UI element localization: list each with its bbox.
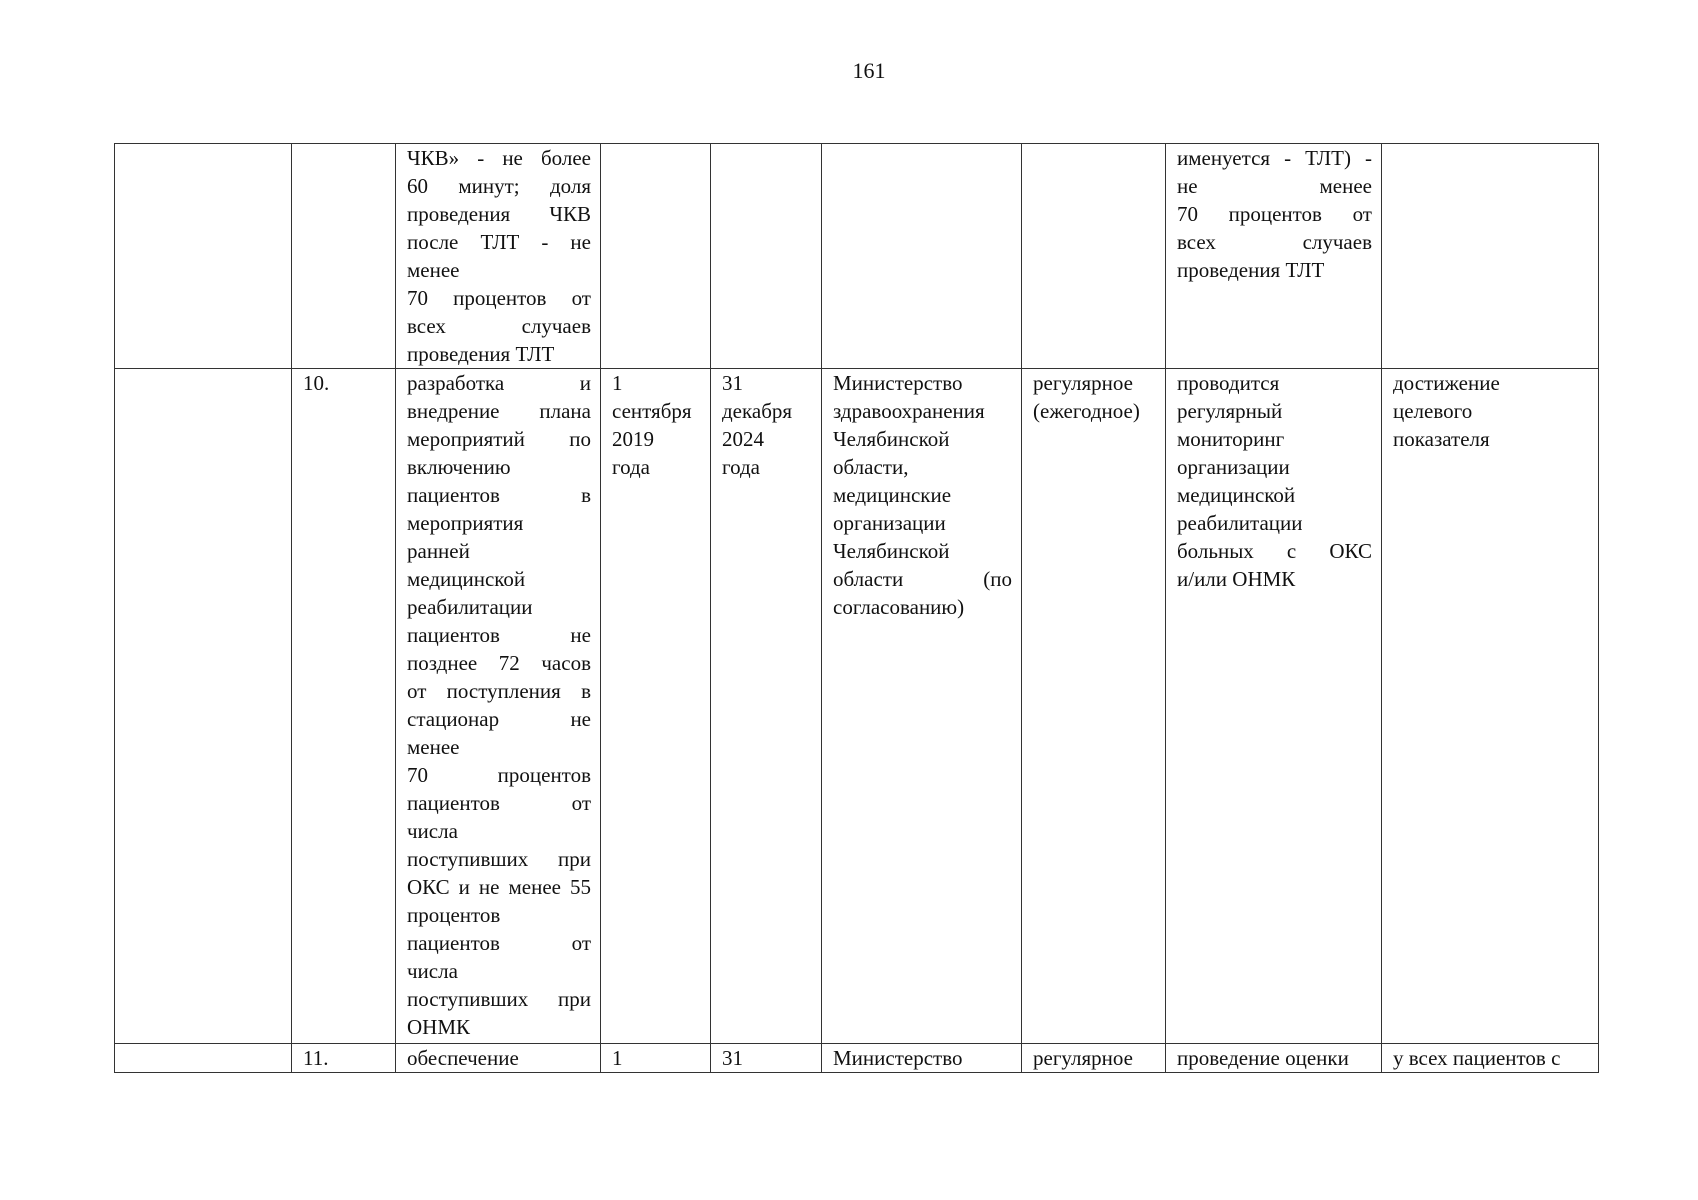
- characteristic-cell: [1166, 1044, 1382, 1073]
- cell-text-line: поступивших при: [407, 847, 591, 871]
- cell-text-line: 60 минут; доля: [407, 174, 591, 198]
- cell-text-line: мониторинг: [1177, 427, 1285, 451]
- cell-text-line: мероприятий по: [407, 427, 591, 451]
- cell-text-line: проведение оценки: [1177, 1046, 1349, 1070]
- cell-text-line: года: [612, 455, 650, 479]
- cell-text-line: Министерство: [833, 371, 963, 395]
- cell-text-line: включению: [407, 455, 511, 479]
- cell-text-line: 1: [612, 1046, 623, 1070]
- cell-text-line: медицинской: [1177, 483, 1296, 507]
- activity-cell: [396, 369, 601, 1044]
- cell-text-line: проведения ТЛТ: [407, 342, 555, 366]
- result-cell: [1382, 369, 1599, 1044]
- cell-text-line: числа: [407, 819, 458, 843]
- activity-cell: [396, 1044, 601, 1073]
- cell-text-line: реабилитации: [407, 595, 533, 619]
- cell-text-line: ОНМК: [407, 1015, 471, 1039]
- cell-text-line: медицинской: [407, 567, 526, 591]
- result-cell: [1382, 144, 1599, 369]
- start-date-cell: [601, 144, 711, 369]
- cell-text-line: числа: [407, 959, 458, 983]
- cell-text-line: не менее: [1177, 174, 1372, 198]
- characteristic-cell: [1166, 369, 1382, 1044]
- cell-text-line: у всех пациентов с: [1393, 1046, 1561, 1070]
- cell-text-line: ОКС и не менее 55: [407, 875, 591, 899]
- cell-text-line: Министерство: [833, 1046, 963, 1070]
- cell-text-line: согласованию): [833, 595, 965, 619]
- cell-text-line: 2019: [612, 427, 654, 451]
- start-date-cell: [601, 369, 711, 1044]
- end-date-cell: [711, 369, 822, 1044]
- cell-text-line: от поступления в: [407, 679, 591, 703]
- cell-text-line: целевого: [1393, 399, 1473, 423]
- cell-text-line: сентября: [612, 399, 692, 423]
- cell-text-line: больных с ОКС: [1177, 539, 1372, 563]
- cell-text-line: проведения ЧКВ: [407, 202, 591, 226]
- cell-text-line: здравоохранения: [833, 399, 985, 423]
- cell-text-line: пациентов от: [407, 791, 591, 815]
- cell-text-line: регулярный: [1177, 399, 1283, 423]
- cell-text-line: пациентов в: [407, 483, 591, 507]
- result-cell: [1382, 1044, 1599, 1073]
- activities-table: [114, 143, 1599, 1073]
- start-date-cell: [601, 1044, 711, 1073]
- cell-text-line: стационар не: [407, 707, 591, 731]
- empty-cell: [115, 144, 292, 369]
- cell-text-line: Челябинской: [833, 539, 950, 563]
- page-number: 161: [852, 58, 886, 83]
- cell-text-line: организации: [833, 511, 946, 535]
- type-cell: [1022, 369, 1166, 1044]
- cell-text-line: всех случаев: [407, 314, 591, 338]
- row-number-cell: [292, 144, 396, 369]
- end-date-cell: [711, 144, 822, 369]
- cell-text-line: Челябинской: [833, 427, 950, 451]
- cell-text-line: (ежегодное): [1033, 399, 1140, 423]
- cell-text-line: проводится: [1177, 371, 1280, 395]
- cell-text-line: 1: [612, 371, 623, 395]
- table-row: [115, 1044, 1599, 1073]
- table-row: [115, 369, 1599, 1044]
- end-date-cell: [711, 1044, 822, 1073]
- row-number-cell: 10.: [292, 369, 396, 1044]
- cell-text-line: регулярное: [1033, 1046, 1133, 1070]
- cell-text-line: достижение: [1393, 371, 1500, 395]
- cell-text-line: 70 процентов: [407, 763, 591, 787]
- cell-text-line: ЧКВ» - не более: [407, 146, 591, 170]
- cell-text-line: мероприятия: [407, 511, 524, 535]
- cell-text-line: ранней: [407, 539, 470, 563]
- cell-text-line: 31: [722, 1046, 743, 1070]
- cell-text-line: всех случаев: [1177, 230, 1372, 254]
- cell-text-line: области,: [833, 455, 909, 479]
- cell-text-line: 70 процентов от: [407, 286, 591, 310]
- cell-text-line: менее: [407, 258, 460, 282]
- cell-text-line: проведения ТЛТ: [1177, 258, 1325, 282]
- cell-text-line: разработка и: [407, 371, 591, 395]
- table-row: [115, 144, 1599, 369]
- cell-text-line: года: [722, 455, 760, 479]
- cell-text-line: 31: [722, 371, 743, 395]
- cell-text-line: процентов: [407, 903, 501, 927]
- empty-cell: [115, 369, 292, 1044]
- cell-text-line: и/или ОНМК: [1177, 567, 1296, 591]
- cell-text-line: именуется - ТЛТ) -: [1177, 146, 1372, 170]
- cell-text-line: после ТЛТ - не: [407, 230, 591, 254]
- type-cell: [1022, 1044, 1166, 1073]
- cell-text-line: реабилитации: [1177, 511, 1303, 535]
- cell-text-line: обеспечение: [407, 1046, 519, 1070]
- cell-text-line: регулярное: [1033, 371, 1133, 395]
- cell-text-line: декабря: [722, 399, 793, 423]
- cell-text-line: организации: [1177, 455, 1290, 479]
- responsible-cell: [822, 369, 1022, 1044]
- responsible-cell: [822, 144, 1022, 369]
- cell-text-line: области (по: [833, 567, 1012, 591]
- cell-text-line: пациентов от: [407, 931, 591, 955]
- cell-text-line: внедрение плана: [407, 399, 591, 423]
- cell-text-line: позднее 72 часов: [407, 651, 591, 675]
- cell-text-line: медицинские: [833, 483, 952, 507]
- cell-text-line: менее: [407, 735, 460, 759]
- row-number-cell: 11.: [292, 1044, 396, 1073]
- cell-text-line: поступивших при: [407, 987, 591, 1011]
- cell-text-line: пациентов не: [407, 623, 591, 647]
- cell-text-line: 70 процентов от: [1177, 202, 1372, 226]
- responsible-cell: [822, 1044, 1022, 1073]
- type-cell: [1022, 144, 1166, 369]
- cell-text-line: показателя: [1393, 427, 1490, 451]
- empty-cell: [115, 1044, 292, 1073]
- cell-text-line: 2024: [722, 427, 764, 451]
- characteristic-cell: [1166, 144, 1382, 369]
- activity-cell: [396, 144, 601, 369]
